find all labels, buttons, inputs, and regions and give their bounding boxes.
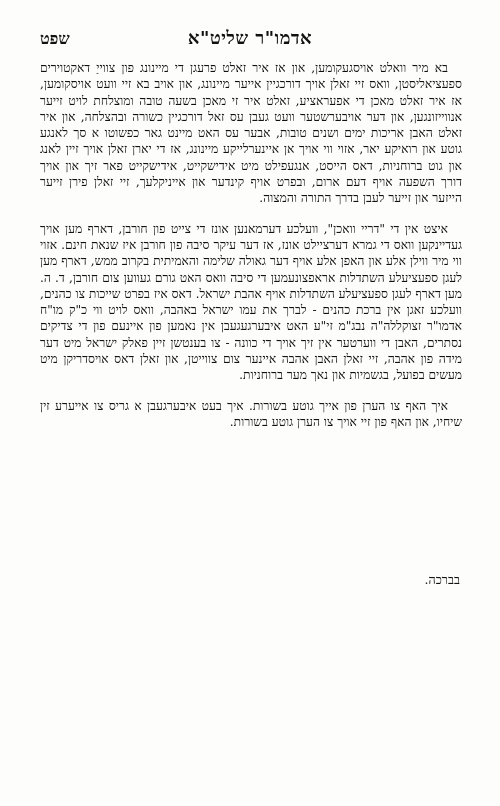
page-number: שפט [40,29,70,48]
paragraph-1: בא מיר וואלט אויסגעקומען, און אז איר זאלט פרעגן די מיינונג פון צווייַ דאקטוירים ספעציאליסטן, וואס זיי זאלן אויך דורכגיין אייער מיינונג, און אויב בא זיי וועט אויסקומען, אז איר זאלט מאכן די אפעראציע, זאלט איר זי מאכן בשעה טובה ומוצלחת לויט זייער אנווייזונגען, און דער אויבערשטער וועט געבן עס זאל דורכגיין כשורה ובהצלחה, און איר זאלט האבן אריכות ימים ושנים טובות, אבער עס האט מיינט גאר כפשוטו א סך לאנגע גוטע און רואיקע יאר, אזוי ווי אויך אן איינערלייקע מיינונג, אז די יארן זאלן אויך זיין לאנג און גוט ברוחניות, דאס הייסט, אנגעפילט מיט אידישקייט, אידישקייט פאר זיך און אויך דורך השפעה אויף דעם ארום, ובפרט אויף קינדער און אייניקלעך, זיי זאלן פירן זייער הייזער און זייער לעבן בדרך התורה והמצוה. [40,61,462,206]
letter-body [40,60,462,430]
paragraph-3: איך האף צו הערן פון אייך גוטע בשורות. איך בעט איבערגעבן א גריס צו אייערע זין שיחיו, און האף פון זיי אויך צו הערן גוטע בשורות. [40,398,462,429]
page-header [40,28,460,54]
running-head-title: אדמו"ר שליט"א [187,28,313,49]
closing-blessing: בברכה. [424,572,460,587]
paragraph-2: איצט אין די "דריי וואכן", וועלכע דערמאנען אונז די צייט פון חורבן, דארף מען אויך געדיינקען וואס די גמרא דערציילט אונז, אז דער עיקר סיבה פון חורבן איז שנאת חינם. אזוי ווי מיר ווילן אלע און האפן אלע אויף דער גאולה שלימה והאמיתית בקרוב ממש, דארף מען לעגן ספעציעלע השתדלות אראפצונעמען די סיבה וואס האט גורם געווען צום חורבן, ד. ה. מען דארף לעגן ספעציעלע השתדלות אויף אהבת ישראל. דאס איז בפרט שייכות צו כהנים, וועלכע זאגן אין ברכת כהנים - לברך את עמו ישראל באהבה, וואס לויט ווי כ"ק מו"ח אדמו"ר זצוקללה"ה נבג"מ זי"ע האט איבערגעגעבן אין נאמען פון איינעם פון די צדיקים נסתרים, האבן די ווערטער אין זיך אויך די כוונה - צו בענטשן זיין פאלק ישראל מיט דער מידה פון אהבה, זיי זאלן האבן אהבה איינער צום צווייטן, און זאלן דאס אויסדריקן מיט מעשים בפועל, בגשמיות און נאך מער ברוחניות. [40,221,462,383]
